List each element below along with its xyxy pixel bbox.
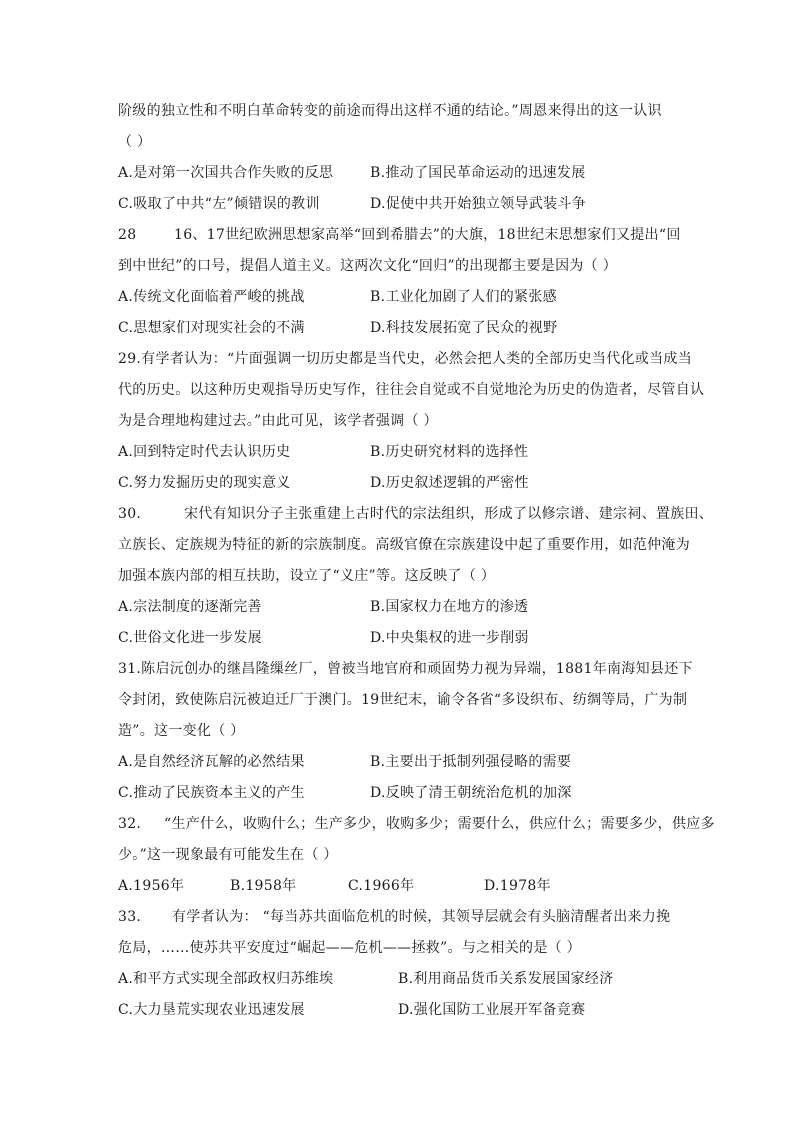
questions-area <box>118 96 715 1026</box>
q29-option-d: D.历史叙述逻辑的严密性 <box>370 475 529 491</box>
q29-option-b: B.历史研究材料的选择性 <box>370 444 529 460</box>
q30-option-c: C.世俗文化进一步发展 <box>118 630 262 646</box>
q28-option-c: C.思想家们对现实社会的不满 <box>118 320 305 336</box>
q28-options-row-1 <box>118 282 678 313</box>
q30-number: 30. <box>118 506 142 522</box>
q33-stem-text-1: 有学者认为： “每当苏共面临危机的时候，其领导层就会有头脑清醒者出来力挽 <box>172 909 671 925</box>
q29-stem-line-1: 29.有学者认为：“片面强调一切历史都是当代史，必然会把人类的全部历史当代化或当成当 <box>118 351 693 367</box>
q33-options-row-2 <box>118 995 678 1026</box>
q32-option-b: B.1958年 <box>230 878 297 894</box>
q30-stem-line-3: 加强本族内部的相互扶助，设立了“义庄”等。这反映了（ ） <box>118 568 496 584</box>
q27-option-c: C.吸取了中共“左”倾错误的教训 <box>118 196 320 212</box>
q30-option-a: A.宗法制度的逐渐完善 <box>118 599 262 615</box>
q33-option-c: C.大力垦荒实现农业迅速发展 <box>118 1002 305 1018</box>
q28-stem-line-1 <box>118 220 681 251</box>
q31-option-d: D.反映了清王朝统治危机的加深 <box>370 785 572 801</box>
q29-option-a: A.回到特定时代去认识历史 <box>118 444 291 460</box>
q29-stem-line-2: 代的历史。以这种历史观指导历史写作，往往会自觉或不自觉地沦为历史的伪造者，尽管自认 <box>118 382 705 398</box>
q27-options-row-1 <box>118 158 678 189</box>
q27-option-d: D.促使中共开始独立领导武装斗争 <box>370 196 586 212</box>
q33-number: 33. <box>118 909 142 925</box>
q32-option-a: A.1956年 <box>118 878 185 894</box>
q29-options-row-2 <box>118 468 678 499</box>
q30-options-row-1 <box>118 592 678 623</box>
q33-stem-line-1 <box>118 902 678 933</box>
q30-stem-text-1: 宋代有知识分子主张重建上古时代的宗法组织，形成了以修宗谱、建宗祠、置族田、 <box>184 506 714 522</box>
q31-options-row-1 <box>118 747 678 778</box>
q31-options-row-2 <box>118 778 678 809</box>
q32-number: 32. <box>118 816 142 832</box>
q30-stem-line-2: 立族长、定族规为特征的新的宗族制度。高级官僚在宗族建设中起了重要作用，如范仲淹为 <box>118 537 690 553</box>
q28-option-a: A.传统文化面临着严峻的挑战 <box>118 289 305 305</box>
q29-options-row-1 <box>118 437 678 468</box>
q33-option-a: A.和平方式实现全部政权归苏维埃 <box>118 971 334 987</box>
q29-option-c: C.努力发掘历史的现实意义 <box>118 475 291 491</box>
q27-answer-paren: （ ） <box>118 134 152 150</box>
q32-stem-line-2: 少。”这一现象最有可能发生在（ ） <box>118 847 338 863</box>
q31-option-c: C.推动了民族资本主义的产生 <box>118 785 305 801</box>
q30-option-d: D.中央集权的进一步削弱 <box>370 630 529 646</box>
q28-options-row-2 <box>118 313 678 344</box>
q31-stem-line-1: 31.陈启沅创办的继昌隆缫丝厂，曾被当地官府和顽固势力视为异端，1881年南海知县还下 <box>118 661 693 677</box>
q33-stem-line-2: 危局，……使苏共平安度过“崛起——危机——拯救”。与之相关的是（ ） <box>118 940 581 956</box>
q33-options-row-1 <box>118 964 678 995</box>
q27-option-b: B.推动了国民革命运动的迅速发展 <box>370 165 586 181</box>
q28-stem-line-2: 到中世纪”的口号，提倡人道主义。这两次文化“回归”的出现都主要是因为（ ） <box>118 258 618 274</box>
q32-option-d: D.1978年 <box>484 878 551 894</box>
q33-option-b: B.利用商品货币关系发展国家经济 <box>398 971 614 987</box>
q33-option-d: D.强化国防工业展开军备竞赛 <box>398 1002 586 1018</box>
q31-option-a: A.是自然经济瓦解的必然结果 <box>118 754 305 770</box>
q31-stem-line-3: 造”。这一变化（ ） <box>118 723 245 739</box>
q28-option-b: B.工业化加剧了人们的紧张感 <box>370 289 557 305</box>
q30-options-row-2 <box>118 623 678 654</box>
q29-stem-line-3: 为是合理地构建过去。”由此可见，该学者强调（ ） <box>118 413 438 429</box>
q27-options-row-2 <box>118 189 678 220</box>
q32-options-row <box>118 871 678 902</box>
q28-option-d: D.科技发展拓宽了民众的视野 <box>370 320 558 336</box>
q32-stem-line-1 <box>118 809 715 840</box>
q30-option-b: B.国家权力在地方的渗透 <box>370 599 529 615</box>
q32-option-c: C.1966年 <box>348 878 415 894</box>
q27-stem-line: 阶级的独立性和不明白革命转变的前途而得出这样不通的结论。”周恩来得出的这一认识 <box>118 103 662 119</box>
q28-number: 28 <box>118 227 137 243</box>
q27-option-a: A.是对第一次国共合作失败的反思 <box>118 165 334 181</box>
q28-stem-text-1: 16、17世纪欧洲思想家高举“回到希腊去”的大旗，18世纪末思想家们又提出“回 <box>174 227 681 243</box>
q31-stem-line-2: 令封闭，致使陈启沅被迫迁厂于澳门。19世纪末，谕令各省“多设织布、纺绸等局，广为制 <box>118 692 688 708</box>
q31-option-b: B.主要出于抵制列强侵略的需要 <box>370 754 572 770</box>
q30-stem-line-1 <box>118 499 714 530</box>
q32-stem-text-1: “生产什么，收购什么；生产多少，收购多少；需要什么，供应什么；需要多少，供应多 <box>164 816 715 832</box>
